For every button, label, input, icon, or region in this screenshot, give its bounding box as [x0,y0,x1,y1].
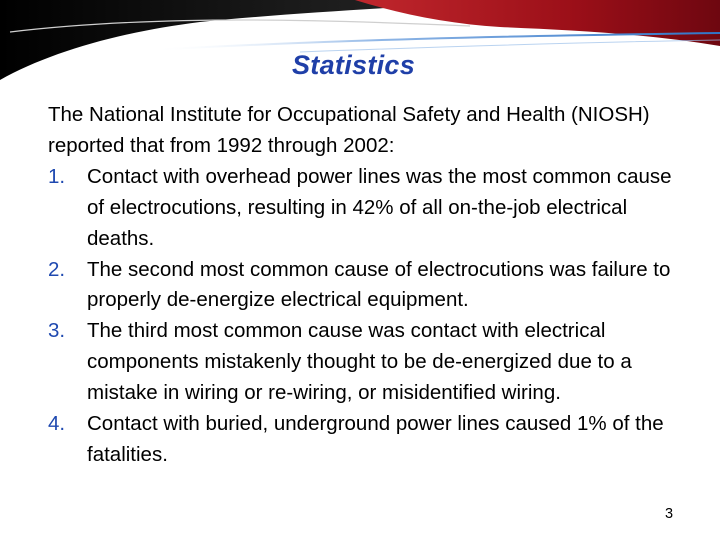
list-item [48,162,688,255]
list-number: 1. [48,164,66,188]
slide-body [48,100,688,471]
list-number: 3. [48,319,66,343]
list-item-text: Contact with buried, underground power lines caused 1% of the fatalities. [87,412,664,466]
list-item-text: Contact with overhead power lines was the most common cause of electrocutions, resulting in 42% of all on-the-job electrical deaths. [87,164,672,250]
list-item-text: The third most common cause was contact with electrical components mistakenly thought to be de-energized due to a mistake in wiring or re-wiring, or misidentified wiring. [87,319,632,405]
list-item [48,409,688,471]
slide-title: Statistics [292,50,416,80]
page-number: 3 [665,506,674,522]
list-item [48,255,688,317]
list-number: 4. [48,412,66,436]
list-item-text: The second most common cause of electrocutions was failure to properly de-energize electrical equipment. [87,257,671,312]
numbered-list [48,162,688,471]
intro-text: The National Institute for Occupational Safety and Health (NIOSH) reported that from 1992 through 2002: [48,103,650,157]
list-number: 2. [48,257,66,281]
list-item [48,316,688,409]
